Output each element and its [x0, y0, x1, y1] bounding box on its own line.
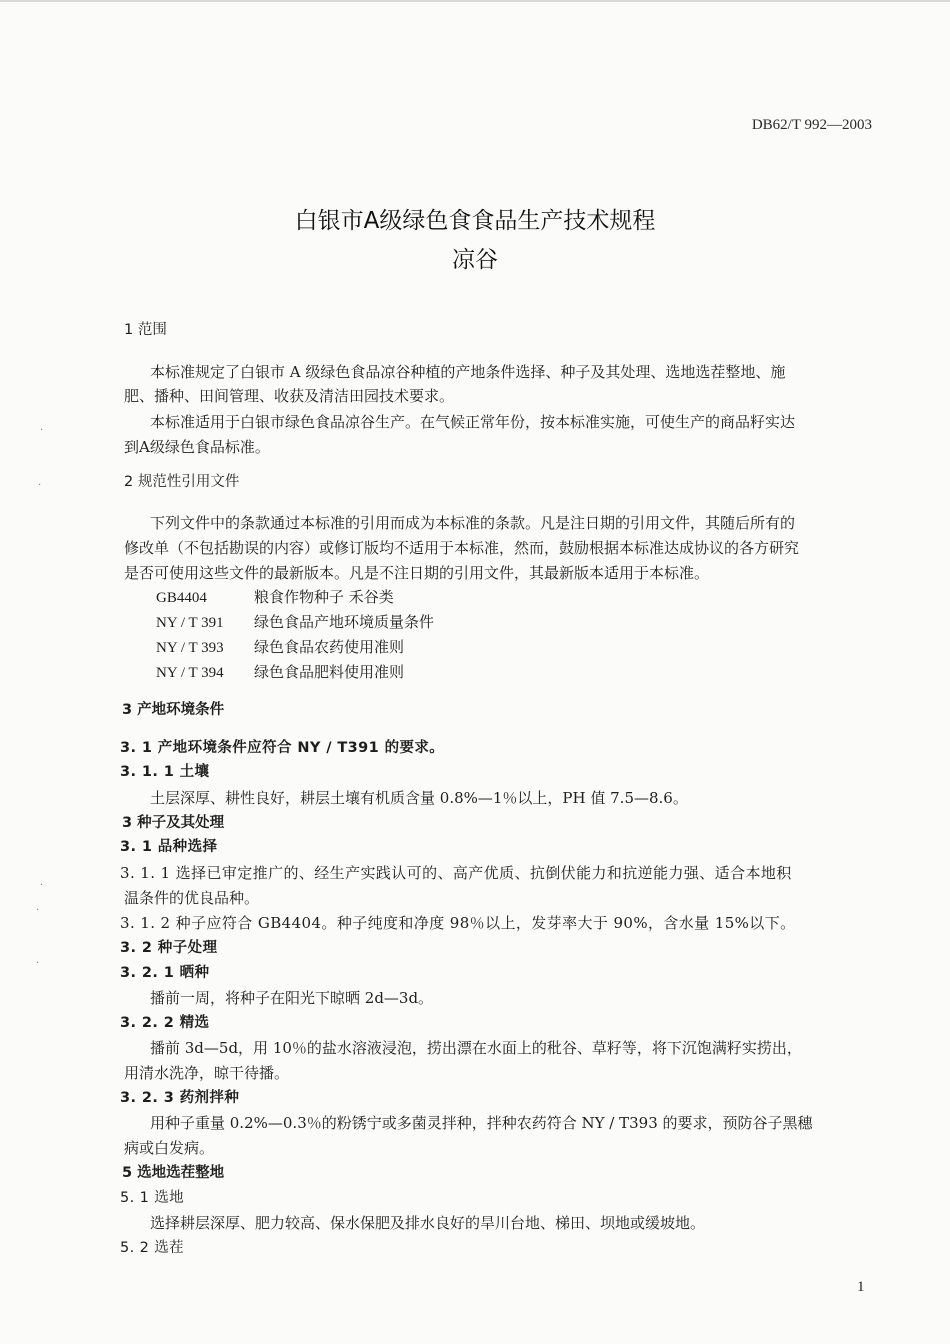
clause-text: 播前一周，将种子在阳光下晾晒 2d—3d。	[150, 989, 434, 1007]
section-heading-4: 3 种子及其处理	[122, 815, 225, 831]
reference-code: GB4404	[156, 590, 207, 606]
clause-heading: 3. 2. 2 精选	[120, 1015, 210, 1031]
clause-text: 3. 1. 1 选择已审定推广的、经生产实践认可的、高产优质、抗倒伏能力和抗逆能力强、适合本地积	[120, 864, 792, 882]
clause-text: 病或白发病。	[124, 1139, 215, 1157]
reference-title: 绿色食品产地环境质量条件	[254, 613, 435, 631]
clause-text: 用种子重量 0.2%—0.3％的粉锈宁或多菌灵拌种，拌种农药符合 NY / T393 的要求，预防谷子黑穗	[150, 1114, 813, 1132]
reference-title: 粮食作物种子 禾谷类	[254, 588, 394, 606]
document-subtitle: 凉谷	[452, 247, 498, 273]
clause-text: 3. 1. 2 种子应符合 GB4404。种子纯度和净度 98％以上，发芽率大于 90%，含水量 15%以下。	[120, 914, 796, 932]
clause-text: 土层深厚、耕性良好，耕层土壤有机质含量 0.8%—1％以上，PH 值 7.5—8.6。	[150, 789, 688, 807]
clause-heading: 3. 2 种子处理	[120, 940, 218, 956]
clause-heading: 5. 2 选茬	[120, 1240, 185, 1256]
clause-heading: 3. 2. 3 药剂拌种	[120, 1090, 240, 1106]
clause-text: 用清水洗净，晾干待播。	[124, 1064, 290, 1082]
paragraph-line: 是否可使用这些文件的最新版本。凡是不注日期的引用文件，其最新版本适用于本标准。	[124, 564, 710, 582]
section-heading-2: 2 规范性引用文件	[124, 474, 240, 490]
reference-title: 绿色食品农药使用准则	[254, 638, 405, 656]
page-number: 1	[857, 1279, 865, 1295]
document-title: 白银市A级绿色食食品生产技术规程	[294, 208, 656, 234]
clause-heading: 3. 2. 1 晒种	[120, 965, 210, 981]
paragraph-line: 本标准适用于白银市绿色食品凉谷生产。在气候正常年份，按本标准实施，可使生产的商品籽实达	[150, 413, 796, 431]
document-number: DB62/T 992—2003	[751, 117, 872, 133]
scan-mark: ·	[36, 905, 40, 916]
clause-text: 温条件的优良品种。	[124, 889, 260, 907]
clause-text: 选择耕层深厚、肥力较高、保水保肥及排水良好的旱川台地、梯田、坝地或缓坡地。	[150, 1214, 706, 1232]
reference-code: NY / T 393	[156, 640, 224, 656]
reference-item	[156, 637, 404, 658]
paragraph-line: 下列文件中的条款通过本标准的引用而成为本标准的条款。凡是注日期的引用文件，其随后所有的	[150, 514, 796, 532]
clause-heading: 3. 1 品种选择	[120, 839, 218, 855]
paragraph-line: 修改单（不包括勘误的内容）或修订版均不适用于本标准，然而，鼓励根据本标准达成协议的各方研究	[124, 539, 800, 557]
section-heading-5: 5 选地选茬整地	[122, 1165, 225, 1181]
paragraph-line: 肥、播种、田间管理、收获及清洁田园技术要求。	[124, 387, 455, 405]
clause-heading: 5. 1 选地	[120, 1190, 185, 1206]
reference-item	[156, 587, 394, 608]
reference-title: 绿色食品肥料使用准则	[254, 663, 405, 681]
scan-mark: ·	[40, 425, 44, 436]
clause-heading: 3. 1. 1 土壤	[120, 764, 210, 780]
reference-item	[156, 612, 434, 633]
reference-code: NY / T 391	[156, 615, 224, 631]
scan-mark: ·	[40, 880, 44, 891]
clause-text: 播前 3d—5d，用 10％的盐水溶液浸泡，捞出漂在水面上的秕谷、草籽等，将下沉饱满籽实捞出，	[150, 1039, 802, 1057]
clause-heading: 3. 1 产地环境条件应符合 NY / T391 的要求。	[120, 740, 445, 756]
reference-code: NY / T 394	[156, 665, 224, 681]
section-heading-1: 1 范围	[124, 322, 167, 338]
top-border	[0, 0, 950, 2]
paragraph-line: 到A级绿色食品标准。	[124, 438, 270, 456]
scan-mark: ·	[36, 958, 40, 969]
scan-mark: ·	[38, 480, 42, 491]
reference-item	[156, 662, 404, 683]
paragraph-line: 本标准规定了白银市 A 级绿色食品凉谷种植的产地条件选择、种子及其处理、选地选茬整地、施	[150, 363, 786, 381]
section-heading-3: 3 产地环境条件	[122, 702, 225, 718]
